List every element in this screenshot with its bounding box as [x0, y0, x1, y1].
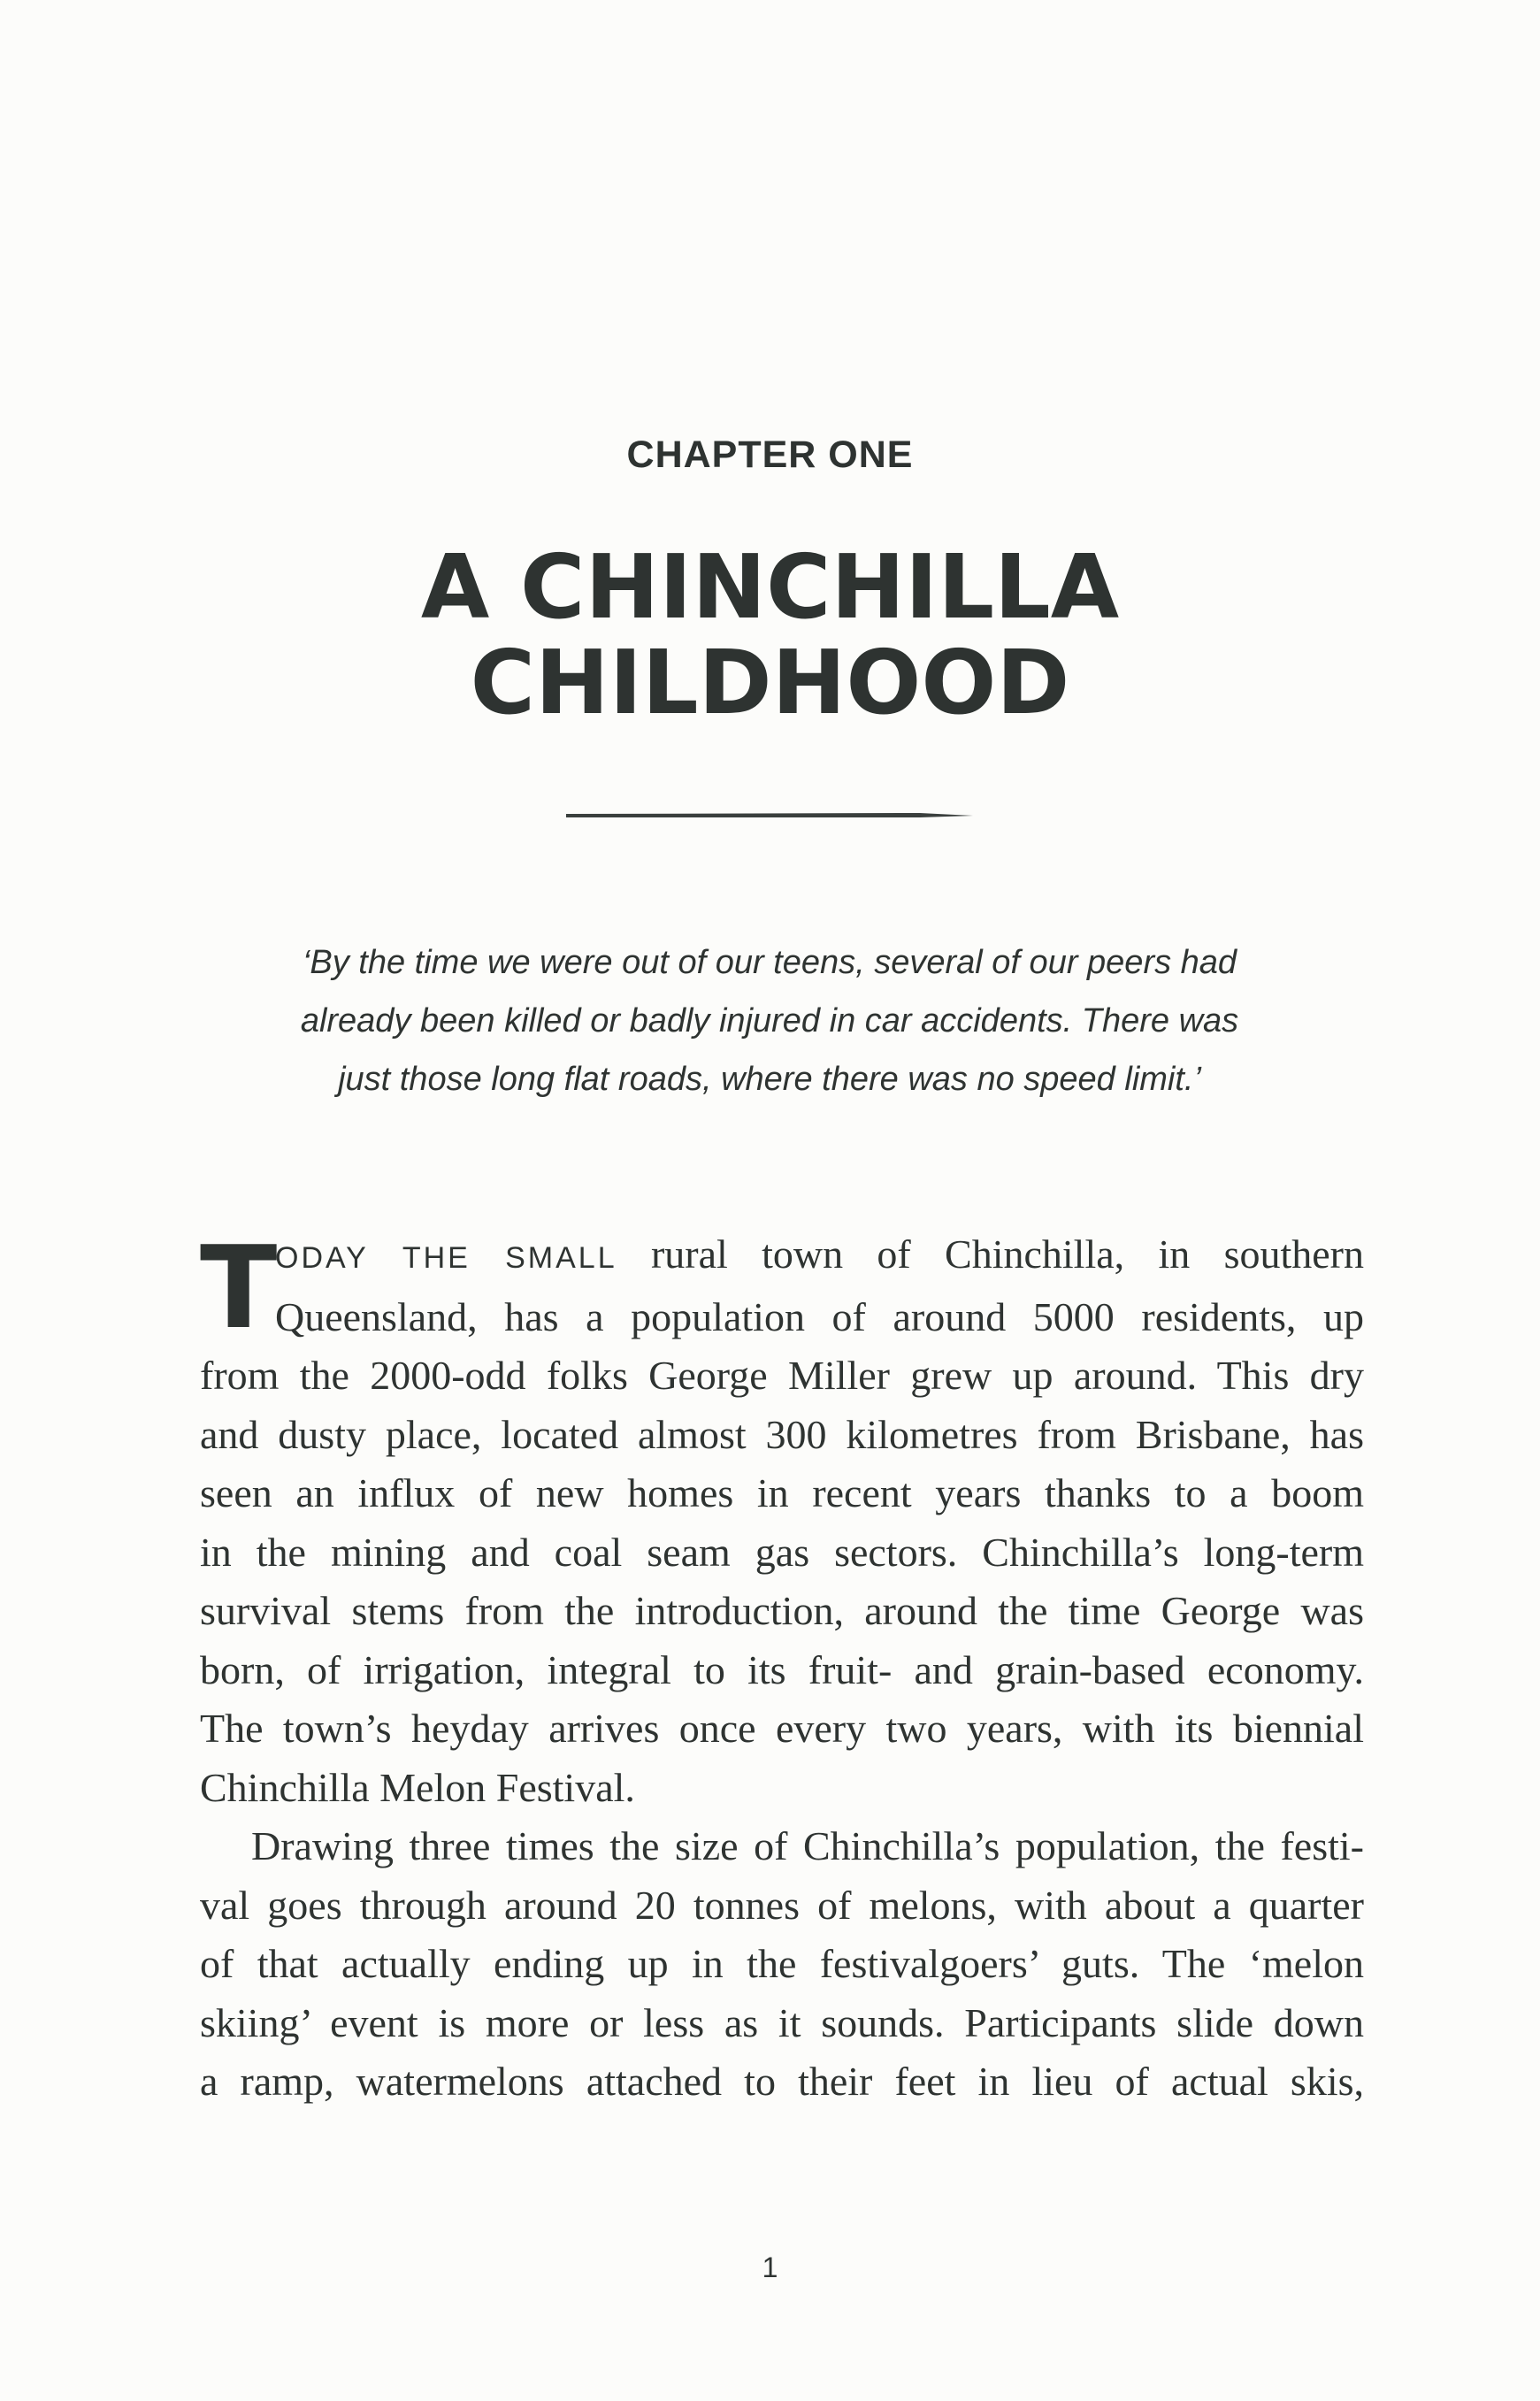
lead-in-smallcaps: ODAY THE SMALL: [275, 1241, 617, 1275]
paragraph-line: seen an influx of new homes in recent years thanks to a boom: [200, 1470, 1364, 1515]
paragraph-line: from the 2000-odd folks George Miller grew up around. This dry: [200, 1353, 1364, 1398]
paragraph-line: ODAY THE SMALL rural town of Chinchilla, in southern: [275, 1231, 1364, 1277]
paragraph-line: born, of irrigation, integral to its fruit- and grain-based economy.: [200, 1646, 1364, 1692]
paragraph-line: in the mining and coal seam gas sectors. Chinchilla’s long-term: [200, 1529, 1364, 1575]
paragraph-line: a ramp, watermelons attached to their feet in lieu of actual skis,: [200, 2059, 1364, 2104]
paragraph-line: of that actually ending up in the festivalgoers’ guts. The ‘melon: [200, 1941, 1364, 1986]
chapter-title-line: CHILDHOOD: [470, 631, 1070, 734]
paragraph-line: survival stems from the introduction, around the time George was: [200, 1588, 1364, 1633]
drop-cap: T: [200, 1223, 278, 1354]
chapter-title: [0, 535, 1540, 734]
paragraph-line: Chinchilla Melon Festival.: [200, 1764, 635, 1810]
paragraph-line: Drawing three times the size of Chinchilla’s population, the festi-: [251, 1823, 1364, 1868]
paragraph-line: skiing’ event is more or less as it sounds. Participants slide down: [200, 1999, 1364, 2045]
page-number: 1: [762, 2251, 778, 2283]
paragraph-line: and dusty place, located almost 300 kilometres from Brisbane, has: [200, 1411, 1364, 1457]
epigraph-line: ‘By the time we were out of our teens, several of our peers had: [302, 944, 1237, 981]
chapter-divider-rule: [566, 811, 973, 820]
paragraph-line: Queensland, has a population of around 5000 residents, up: [275, 1293, 1364, 1339]
epigraph-line: just those long flat roads, where there was no speed limit.’: [338, 1061, 1201, 1098]
paragraph-line: The town’s heyday arrives once every two years, with its biennial: [200, 1706, 1364, 1751]
chapter-label: CHAPTER ONE: [626, 433, 914, 476]
epigraph: [212, 933, 1327, 1108]
epigraph-line: already been killed or badly injured in car accidents. There was: [300, 1002, 1239, 1039]
chapter-title-line: A CHINCHILLA: [420, 535, 1120, 639]
body-text: [200, 1225, 1364, 2112]
paragraph-line: val goes through around 20 tonnes of melons, with about a quarter: [200, 1882, 1364, 1928]
